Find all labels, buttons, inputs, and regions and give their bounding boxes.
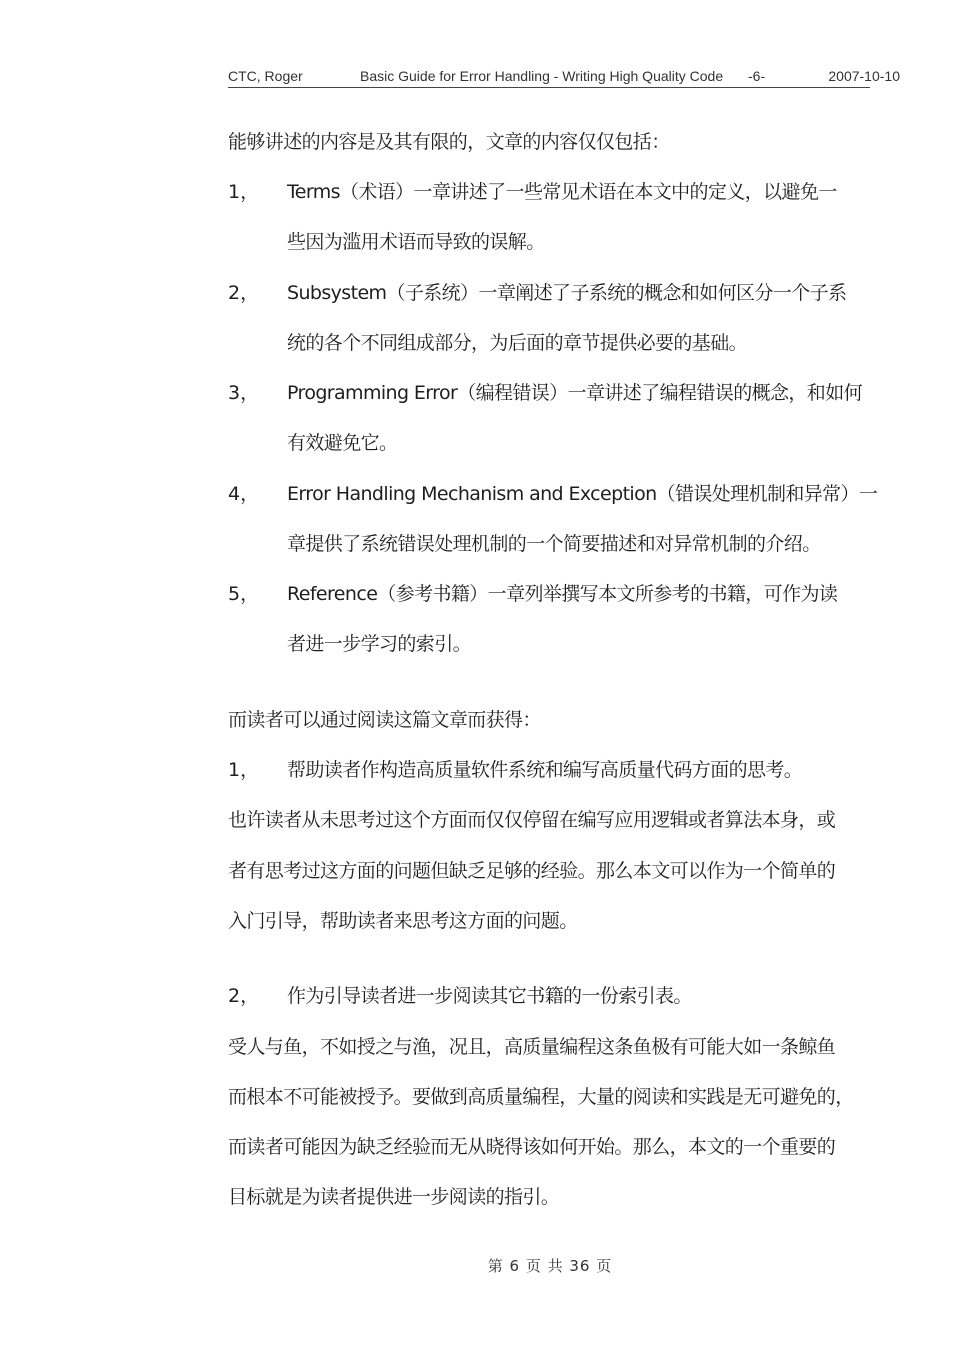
list-item-text: Programming Error（编程错误）一章讲述了编程错误的概念，和如何	[287, 382, 863, 404]
gain-body-line: 入门引导，帮助读者来思考这方面的问题。	[228, 910, 578, 932]
list-item-text: Reference（参考书籍）一章列举撰写本文所参考的书籍，可作为读	[287, 583, 838, 605]
gain-number: 1，	[228, 759, 260, 781]
list-item-text: 些因为滥用术语而导致的误解。	[287, 231, 545, 253]
header-date: 2007-10-10	[828, 68, 900, 84]
list-item-text: 者进一步学习的索引。	[287, 633, 472, 655]
header-rule	[228, 87, 870, 88]
list-item-number: 2，	[228, 282, 260, 304]
gain-body-line: 者有思考过这方面的问题但缺乏足够的经验。那么本文可以作为一个简单的	[228, 860, 836, 882]
list-item-number: 1，	[228, 181, 260, 203]
gain-heading: 帮助读者作构造高质量软件系统和编写高质量代码方面的思考。	[287, 759, 803, 781]
gain-heading: 作为引导读者进一步阅读其它书籍的一份索引表。	[287, 985, 692, 1007]
page-header	[228, 66, 900, 88]
header-author: CTC, Roger	[228, 68, 303, 84]
gain-body-line: 而根本不可能被授予。要做到高质量编程，大量的阅读和实践是无可避免的，	[228, 1086, 854, 1108]
gain-body-line: 也许读者从未思考过这个方面而仅仅停留在编写应用逻辑或者算法本身，或	[228, 809, 836, 831]
gain-body-line: 目标就是为读者提供进一步阅读的指引。	[228, 1186, 560, 1208]
list-item-number: 3，	[228, 382, 260, 404]
gain-number: 2，	[228, 985, 260, 1007]
gain-body-line: 而读者可能因为缺乏经验而无从晓得该如何开始。那么，本文的一个重要的	[228, 1136, 836, 1158]
gain-intro-paragraph: 而读者可以通过阅读这篇文章而获得：	[228, 709, 541, 731]
list-item-text: Subsystem（子系统）一章阐述了子系统的概念和如何区分一个子系	[287, 282, 847, 304]
list-item-number: 5，	[228, 583, 260, 605]
page-footer: 第 6 页 共 36 页	[487, 1257, 613, 1275]
list-item-text: 统的各个不同组成部分，为后面的章节提供必要的基础。	[287, 332, 748, 354]
list-item-text: 有效避免它。	[287, 432, 398, 454]
header-title: Basic Guide for Error Handling - Writing High Quality Code	[360, 68, 724, 84]
list-item-text: Error Handling Mechanism and Exception（错误处理机制和异常）一	[287, 483, 878, 505]
intro-paragraph: 能够讲述的内容是及其有限的，文章的内容仅仅包括：	[228, 131, 670, 153]
list-item-text: Terms（术语）一章讲述了一些常见术语在本文中的定义，以避免一	[287, 181, 837, 203]
list-item-text: 章提供了系统错误处理机制的一个简要描述和对异常机制的介绍。	[287, 533, 821, 555]
header-page-number: -6-	[748, 68, 766, 84]
gain-body-line: 受人与鱼，不如授之与渔，况且，高质量编程这条鱼极有可能大如一条鲸鱼	[228, 1036, 836, 1058]
list-item-number: 4，	[228, 483, 260, 505]
